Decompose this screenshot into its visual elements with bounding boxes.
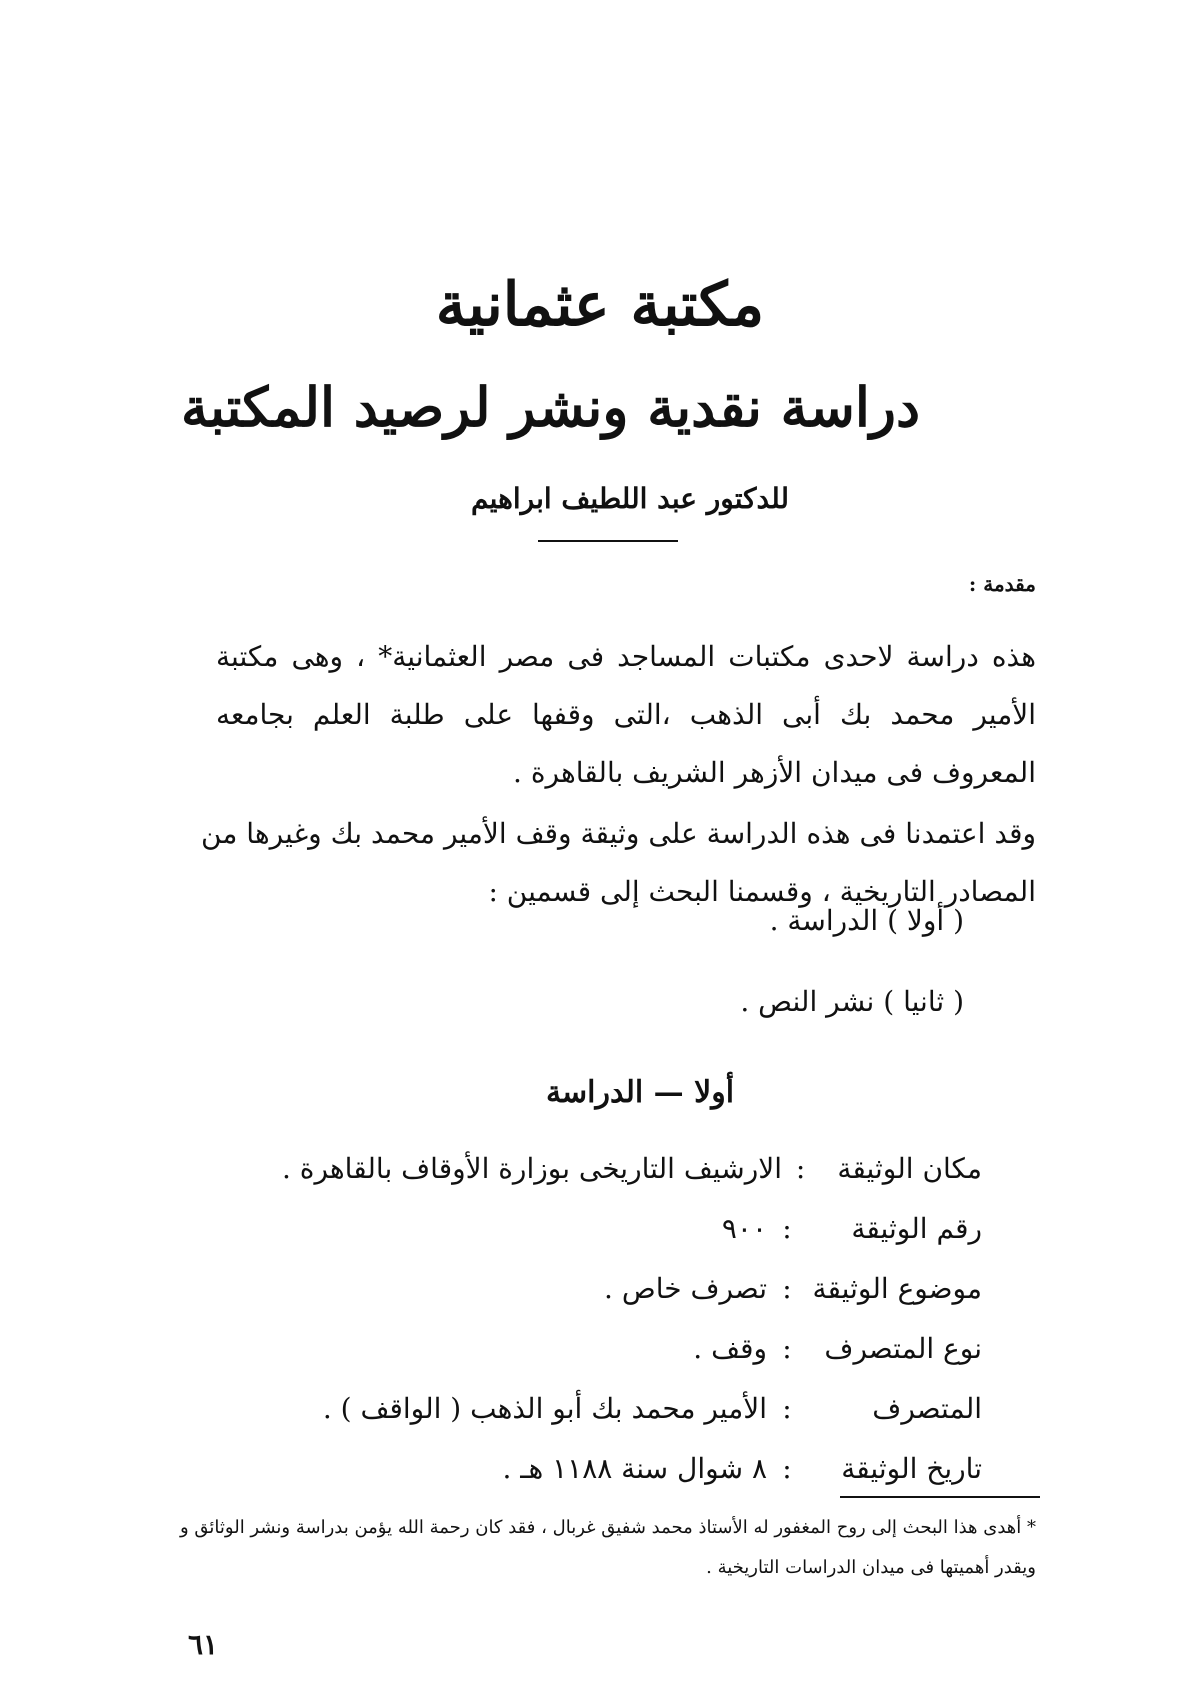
info-value: الأمير محمد بك أبو الذهب ( الواقف ) . [322,1391,767,1425]
info-separator: : [795,1151,806,1185]
info-value: وقف . [693,1331,767,1365]
part-one: ( أولا ) الدراسة . [769,904,964,937]
author-line: للدكتور عبد اللطيف ابراهيم [471,482,789,515]
info-row-location [282,1138,982,1198]
introduction-heading: مقدمة : [968,572,1036,596]
paragraph-1: هذه دراسة لاحدى مكتبات المساجد فى مصر العثمانية* ، وهى مكتبة الأمير محمد بك أبى الذهب ،التى وقفها على طلبة العلم بجامعه المعروف فى ميدان الأزهر الشريف بالقاهرة . [216,640,1036,789]
document-info-list [282,1138,982,1498]
info-row-grantor [282,1378,982,1438]
info-label: المتصرف [872,1391,982,1425]
subtitle: دراسة نقدية ونشر لرصيد المكتبة [180,375,920,439]
info-value: ٨ شوال سنة ١١٨٨ هـ . [502,1451,767,1485]
footnote: * أهدى هذا البحث إلى روح المغفور له الأستاذ محمد شفيق غربال ، فقد كان رحمة الله يؤمن بدراسة ونشر الوثائق و ويقدر أهميتها فى ميدان الدراسات التاريخية . [179,1517,1036,1578]
info-row-number [282,1198,982,1258]
main-title: مكتبة عثمانية [435,270,765,340]
part-two: ( ثانيا ) نشر النص . [740,985,964,1018]
info-separator: : [782,1391,792,1425]
info-label: رقم الوثيقة [851,1211,982,1245]
info-row-date [282,1438,982,1498]
footnote-divider [840,1496,1040,1498]
info-separator: : [782,1451,792,1485]
info-row-type [282,1318,982,1378]
info-row-subject [282,1258,982,1318]
info-label: موضوع الوثيقة [812,1271,982,1305]
section-heading: أولا — الدراسة [545,1075,735,1110]
page-number: ٦١ [188,1628,219,1661]
info-label: نوع المتصرف [824,1331,982,1365]
info-label: تاريخ الوثيقة [841,1451,982,1485]
info-separator: : [782,1211,792,1245]
info-value: ٩٠٠ [721,1211,767,1245]
paragraph-2: وقد اعتمدنا فى هذه الدراسة على وثيقة وقف الأمير محمد بك وغيرها من المصادر التاريخية ، وقسمنا البحث إلى قسمين : [201,817,1036,908]
info-value: تصرف خاص . [604,1271,767,1305]
info-separator: : [782,1331,792,1365]
info-label: مكان الوثيقة [837,1151,982,1185]
title-divider [538,540,678,542]
info-value: الارشيف التاريخى بوزارة الأوقاف بالقاهرة . [282,1151,782,1185]
info-separator: : [782,1271,792,1305]
